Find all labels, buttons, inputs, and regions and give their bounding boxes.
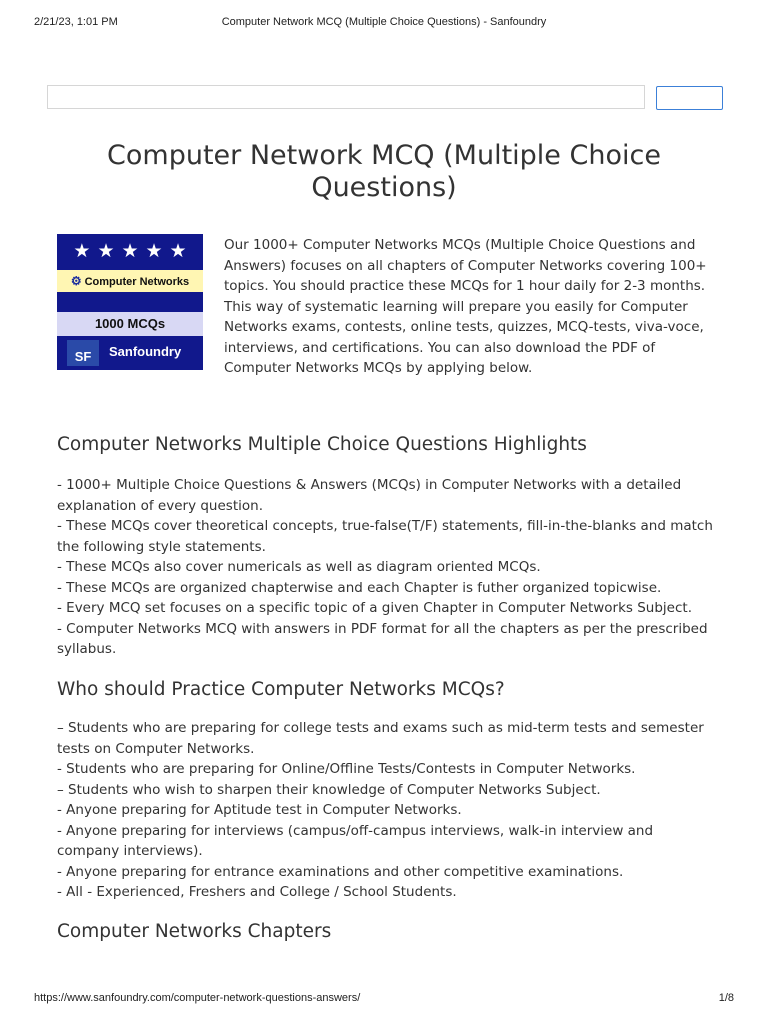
list-item: - 1000+ Multiple Choice Questions & Answers (MCQs) in Computer Networks with a detailed explanation of every question. xyxy=(57,477,682,514)
list-item: - These MCQs also cover numericals as well as diagram oriented MCQs. xyxy=(57,559,541,575)
list-item: - Students who are preparing for Online/Offline Tests/Contests in Computer Networks. xyxy=(57,761,636,777)
intro-paragraph: Our 1000+ Computer Networks MCQs (Multiple Choice Questions and Answers) focuses on all chapters of Computer Networks covering 100+ topics. You should practice these MCQs for 1 hour daily for 2-3 months. This way of systematic learning will prepare you easily for Computer Networks exams, contests, online tests, quizzes, MCQ-tests, viva-voce, interviews, and certifications. You can also download the PDF of Computer Networks MCQs by applying below. xyxy=(224,237,707,376)
cover-subject-band xyxy=(57,270,203,292)
cover-subject: Computer Networks xyxy=(84,276,190,288)
print-title: Computer Network MCQ (Multiple Choice Questions) - Sanfoundry xyxy=(221,16,547,28)
list-item: - Anyone preparing for entrance examinations and other competitive examinations. xyxy=(57,863,624,880)
list-item: – Students who are preparing for college tests and exams such as mid-term tests and semester tests on Computer Networks. xyxy=(57,720,704,757)
list-item: - All - Experienced, Freshers and College / School Students. xyxy=(57,884,457,900)
stars-icon: ★★★★★ xyxy=(73,241,194,262)
list-item: - Every MCQ set focuses on a specific topic of a given Chapter in Computer Networks Subject. xyxy=(57,600,692,616)
list-item: - These MCQs cover theoretical concepts, true-false(T/F) statements, fill-in-the-blanks and match the following style statements. xyxy=(57,518,713,555)
sanfoundry-logo-icon: SF xyxy=(67,340,99,366)
highlights-heading: Computer Networks Multiple Choice Questions Highlights xyxy=(57,434,587,455)
cover-count: 1000 MCQs xyxy=(57,312,203,336)
list-item: - Anyone preparing for interviews (campus/off-campus interviews, walk-in interview and company interviews). xyxy=(57,822,654,859)
page-number: 1/8 xyxy=(718,992,734,1004)
list-item: - These MCQs are organized chapterwise and each Chapter is futher organized topicwise. xyxy=(57,579,662,596)
who-list xyxy=(57,718,717,903)
page-title: Computer Network MCQ (Multiple Choice Questions) xyxy=(107,140,661,203)
list-item: - Anyone preparing for Aptitude test in Computer Networks. xyxy=(57,802,462,818)
network-icon: ⚙ xyxy=(70,274,82,288)
page-url: https://www.sanfoundry.com/computer-network-questions-answers/ xyxy=(34,992,361,1004)
cover-brand: Sanfoundry xyxy=(109,344,182,359)
who-heading: Who should Practice Computer Networks MCQs? xyxy=(57,679,505,700)
highlights-list xyxy=(57,475,717,660)
book-cover-image xyxy=(57,234,203,370)
chapters-heading: Computer Networks Chapters xyxy=(57,921,332,942)
list-item: – Students who wish to sharpen their knowledge of Computer Networks Subject. xyxy=(57,781,601,798)
search-button[interactable] xyxy=(656,86,723,110)
search-input[interactable] xyxy=(47,85,645,109)
list-item: - Computer Networks MCQ with answers in PDF format for all the chapters as per the prescribed syllabus. xyxy=(57,620,708,657)
print-date: 2/21/23, 1:01 PM xyxy=(34,16,118,28)
